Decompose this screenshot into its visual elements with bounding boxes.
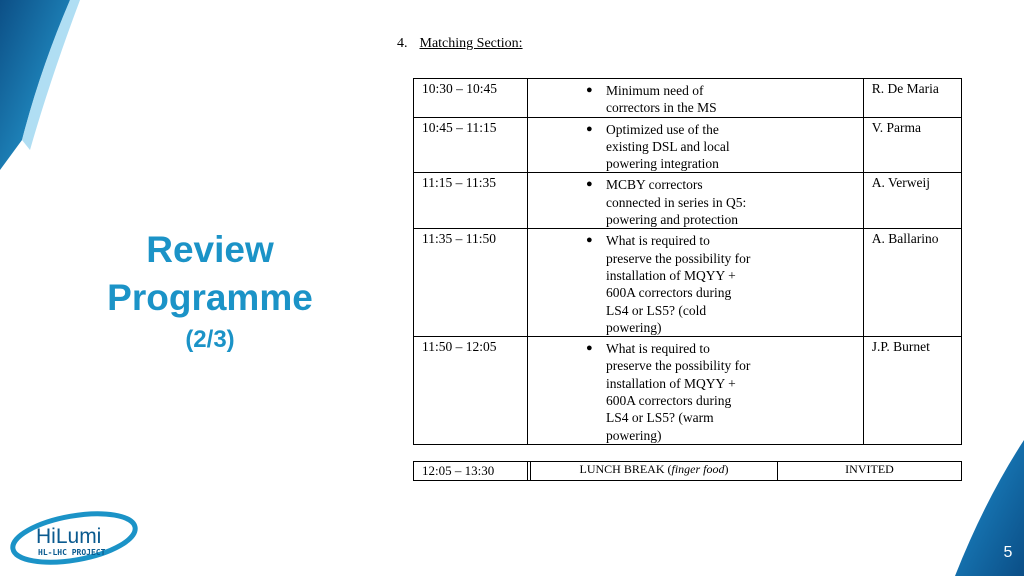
topic-line: What is required to	[606, 233, 710, 249]
session-topic	[528, 337, 864, 445]
logo-word: HiLumi	[36, 525, 102, 548]
lunch-row	[414, 462, 962, 481]
title-part-indicator: (2/3)	[185, 326, 235, 353]
topic-line: powering integration	[606, 156, 719, 172]
topic-item	[586, 176, 859, 228]
bullet-icon: ●	[586, 122, 593, 135]
topic-item	[586, 121, 859, 173]
topic-line: connected in series in Q5:	[606, 194, 747, 210]
session-speaker: V. Parma	[863, 117, 961, 173]
session-topic	[528, 229, 864, 337]
title-line-2: Programme	[107, 277, 313, 318]
schedule-row	[414, 337, 962, 445]
bullet-icon: ●	[586, 84, 593, 96]
session-speaker: R. De Maria	[863, 79, 961, 118]
section-number: 4.	[397, 36, 408, 51]
topic-line: powering)	[606, 427, 662, 443]
lunch-label-italic: finger food	[671, 462, 725, 476]
topic-line: LS4 or LS5? (cold	[606, 302, 707, 318]
topic-line: Optimized use of the	[606, 121, 719, 137]
topic-item	[586, 232, 859, 336]
session-time: 10:45 – 11:15	[414, 117, 528, 173]
session-speaker: A. Ballarino	[863, 229, 961, 337]
topic-line: installation of MQYY +	[606, 267, 736, 283]
topic-item	[586, 340, 859, 444]
session-speaker: A. Verweij	[863, 173, 961, 229]
session-time: 11:35 – 11:50	[414, 229, 528, 337]
schedule-row	[414, 229, 962, 337]
hilumi-logo	[8, 510, 140, 566]
topic-line: correctors in the MS	[606, 100, 717, 116]
topic-line: preserve the possibility for	[606, 358, 751, 374]
topic-line: preserve the possibility for	[606, 250, 751, 266]
session-time: 10:30 – 10:45	[414, 79, 528, 118]
topic-line: Minimum need of	[606, 83, 704, 98]
schedule-table	[413, 78, 962, 445]
topic-line: 600A correctors during	[606, 393, 732, 409]
logo-subtitle: HL-LHC PROJECT	[38, 548, 106, 557]
topic-line: LS4 or LS5? (warm	[606, 410, 714, 426]
session-topic	[528, 79, 864, 118]
topic-item	[586, 82, 859, 117]
lunch-label	[531, 462, 778, 481]
title-line-1: Review	[146, 229, 274, 270]
review-programme-title	[60, 226, 360, 356]
session-time: 11:50 – 12:05	[414, 337, 528, 445]
topic-line: existing DSL and local	[606, 138, 730, 154]
topic-line: powering)	[606, 319, 662, 335]
bullet-icon: ●	[586, 234, 593, 247]
bullet-icon: ●	[586, 342, 593, 355]
bullet-icon: ●	[586, 178, 593, 191]
lunch-table	[413, 461, 962, 481]
schedule-row	[414, 173, 962, 229]
session-time: 11:15 – 11:35	[414, 173, 528, 229]
session-speaker: J.P. Burnet	[863, 337, 961, 445]
section-heading	[397, 36, 523, 52]
schedule-row	[414, 79, 962, 118]
session-topic	[528, 173, 864, 229]
session-topic	[528, 117, 864, 173]
topic-line: What is required to	[606, 341, 710, 357]
topic-line: installation of MQYY +	[606, 375, 736, 391]
section-title: Matching Section:	[419, 36, 523, 51]
page-number: 5	[1003, 544, 1013, 561]
schedule-row	[414, 117, 962, 173]
lunch-label-end: )	[724, 462, 729, 476]
topic-line: MCBY correctors	[606, 177, 703, 193]
topic-line: powering and protection	[606, 212, 738, 228]
topic-line: 600A correctors during	[606, 285, 732, 301]
lunch-note: INVITED	[778, 462, 962, 481]
lunch-time: 12:05 – 13:30	[414, 462, 528, 481]
lunch-label-start: LUNCH BREAK (	[579, 462, 672, 476]
